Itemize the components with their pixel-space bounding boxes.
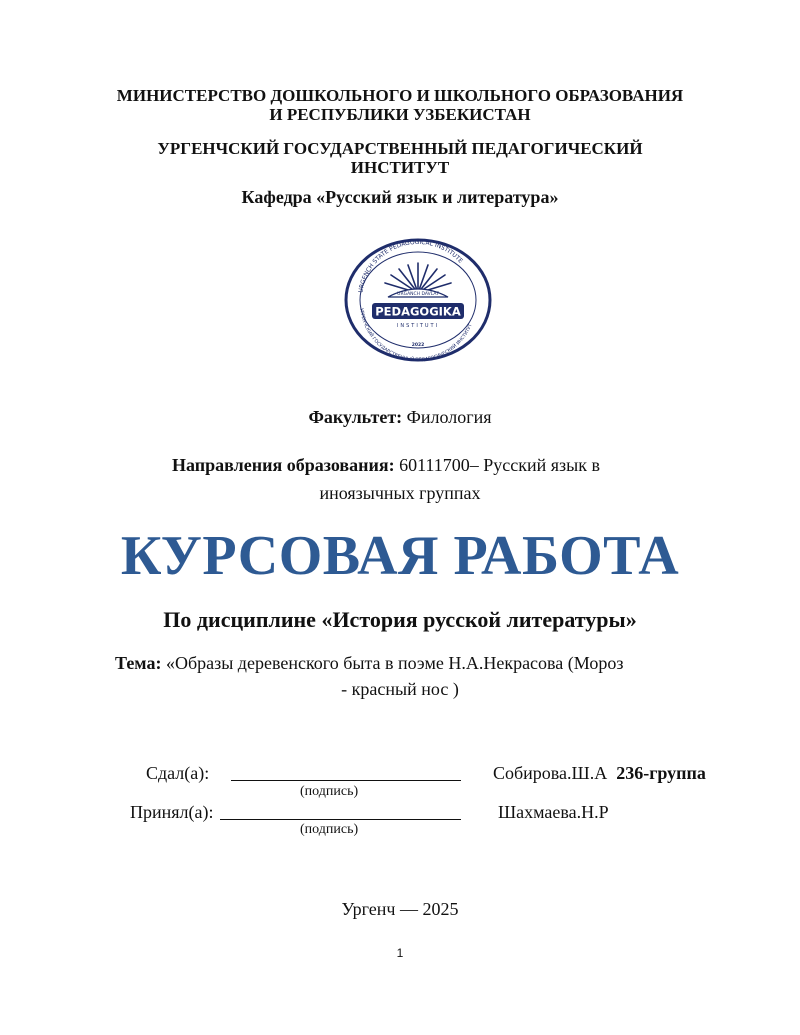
accepted-signature-line <box>220 803 461 820</box>
ministry-line-1: МИНИСТЕРСТВО ДОШКОЛЬНОГО И ШКОЛЬНОГО ОБРАЗОВАНИЯ <box>116 86 684 105</box>
topic-label: Тема: <box>115 653 162 673</box>
submitted-name-group <box>493 763 706 784</box>
institute-logo <box>344 237 492 363</box>
direction-value-2: иноязычных группах <box>319 483 481 503</box>
faculty-line <box>0 407 800 428</box>
topic-line-1 <box>115 653 623 674</box>
institute-line-2: ИНСТИТУТ <box>350 158 450 177</box>
accepted-name: Шахмаева.Н.Р <box>498 802 609 822</box>
logo-ring-bottom: УРГЕНЧСКИЙ ГОСУДАРСТВЕННЫЙ ПЕДАГОГИЧЕСКИЙ ИНСТИТУТ <box>358 308 474 363</box>
page-number: 1 <box>396 946 404 960</box>
logo-ring-top: URGENCH STATE PEDAGOGICAL INSTITUTE <box>357 238 464 294</box>
work-title: КУРСОВАЯ РАБОТА <box>120 525 680 587</box>
topic-value-2: - красный нос ) <box>341 679 459 699</box>
direction-value-1: 60111700– Русский язык в <box>394 455 600 475</box>
institute-heading <box>0 139 800 177</box>
accepted-label: Принял(а): <box>130 802 214 822</box>
discipline-line: По дисциплине «История русской литературы» <box>163 607 637 632</box>
group-number: 236-группа <box>616 763 706 783</box>
logo-sub: INSTITUTI <box>396 323 440 329</box>
ministry-heading <box>0 86 800 124</box>
ministry-line-2: И РЕСПУБЛИКИ УЗБЕКИСТАН <box>269 105 531 124</box>
department-heading: Кафедра «Русский язык и литература» <box>241 187 559 207</box>
place-year: Ургенч — 2025 <box>341 899 459 919</box>
submitted-name: Собирова.Ш.А <box>493 763 608 783</box>
institute-line-1: УРГЕНЧСКИЙ ГОСУДАРСТВЕННЫЙ ПЕДАГОГИЧЕСКИЙ <box>157 139 643 158</box>
signature-caption-1: (подпись) <box>300 784 359 799</box>
topic-value-1: «Образы деревенского быта в поэме Н.А.Некрасова (Мороз <box>161 653 624 673</box>
logo-name: PEDAGOGIKA <box>375 304 461 319</box>
direction-line-1 <box>172 455 600 476</box>
direction-label: Направления образования: <box>172 455 395 475</box>
faculty-label: Факультет: <box>308 407 403 427</box>
submitted-label: Сдал(а): <box>146 763 210 783</box>
signature-caption-2: (подпись) <box>300 822 359 837</box>
logo-year: 2022 <box>411 343 425 348</box>
faculty-value: Филология <box>402 407 492 427</box>
logo-inner-text: URGANCH DAVLAT <box>397 292 439 297</box>
submitted-signature-line <box>231 764 461 781</box>
institute-seal-icon <box>344 237 492 363</box>
